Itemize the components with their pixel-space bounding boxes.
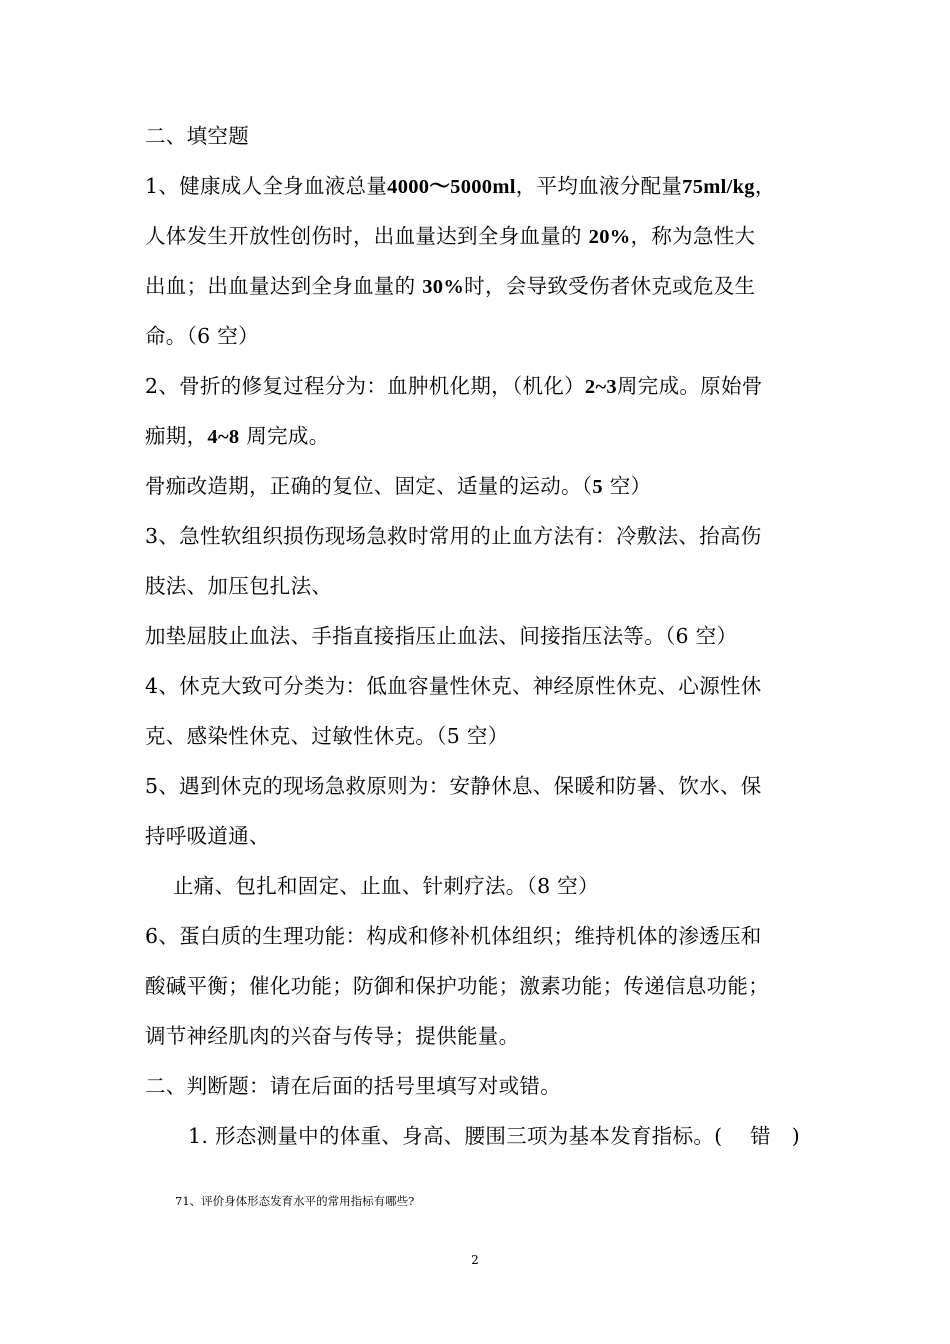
q3-line-3: 加垫屈肢止血法、手指直接指压止血法、间接指压法等。（6 空） <box>145 624 738 648</box>
q2-line-3 <box>145 473 651 500</box>
q1-text: ，称为急性大 <box>630 224 756 248</box>
q2-text: 空） <box>609 474 652 498</box>
q1-text: ，平均血液分配量 <box>515 174 683 198</box>
q2-weeks-2-3: 2~3 <box>584 376 617 398</box>
q6-line-2: 酸碱平衡；催化功能；防御和保护功能；激素功能；传递信息功能； <box>145 974 769 998</box>
q5-line-2: 持呼吸道通、 <box>145 824 270 848</box>
q1-line-3 <box>145 273 755 300</box>
q3-line-2: 肢法、加压包扎法、 <box>145 574 333 598</box>
q1-line-2 <box>145 223 755 250</box>
page-number: 2 <box>471 1253 479 1267</box>
q2-text: 周完成。 <box>246 424 330 448</box>
q2-blank-count: 5 <box>592 476 603 498</box>
q1-text: ， <box>754 174 776 198</box>
q2-line-1 <box>145 373 763 400</box>
q1-text: 时，会导致受伤者休克或危及生 <box>464 274 756 298</box>
q3-line-1: 3、急性软组织损伤现场急救时常用的止血方法有：冷敷法、抬高伤 <box>145 524 762 548</box>
q2-text: 骨痂改造期，正确的复位、固定、适量的运动。（ <box>145 474 593 498</box>
q1-text: 人体发生开放性创伤时，出血量达到全身血量的 <box>145 224 582 248</box>
q4-line-2: 克、感染性休克、过敏性休克。（5 空） <box>145 724 509 748</box>
q2-text: 2、骨折的修复过程分为：血肿机化期，（机化） <box>145 374 585 398</box>
section-heading-true-false: 二、判断题：请在后面的括号里填写对或错。 <box>145 1074 561 1098</box>
section-heading-fill-in: 二、填空题 <box>145 124 249 148</box>
q2-line-2 <box>145 423 330 450</box>
q1-percent-20: 20% <box>588 226 631 248</box>
q1-line-4: 命。（6 空） <box>145 324 259 348</box>
small-question-71: 71、评价身体形态发育水平的常用指标有哪些? <box>175 1194 415 1208</box>
q1-text: 1、健康成人全身血液总量 <box>145 174 388 198</box>
q5-line-3: 止痛、包扎和固定、止血、针刺疗法。（8 空） <box>173 874 599 898</box>
q1-text: 出血；出血量达到全身血量的 <box>145 274 416 298</box>
q2-text: 痂期， <box>145 424 208 448</box>
judge-item-1: 1. 形态测量中的体重、身高、腰围三项为基本发育指标。( 错 ) <box>188 1124 800 1148</box>
q1-blood-volume: 4000～5000ml <box>387 176 516 198</box>
q4-line-1: 4、休克大致可分类为：低血容量性休克、神经原性休克、心源性休 <box>145 674 762 698</box>
q2-text: 周完成。原始骨 <box>616 374 763 398</box>
q1-blood-per-kg: 75ml/kg <box>682 176 755 198</box>
q6-line-3: 调节神经肌肉的兴奋与传导；提供能量。 <box>145 1024 520 1048</box>
q1-line-1 <box>145 173 776 200</box>
q5-line-1: 5、遇到休克的现场急救原则为：安静休息、保暖和防暑、饮水、保 <box>145 774 762 798</box>
q2-weeks-4-8: 4~8 <box>207 426 240 448</box>
q6-line-1: 6、蛋白质的生理功能：构成和修补机体组织；维持机体的渗透压和 <box>145 924 762 948</box>
q1-percent-30: 30% <box>422 276 465 298</box>
